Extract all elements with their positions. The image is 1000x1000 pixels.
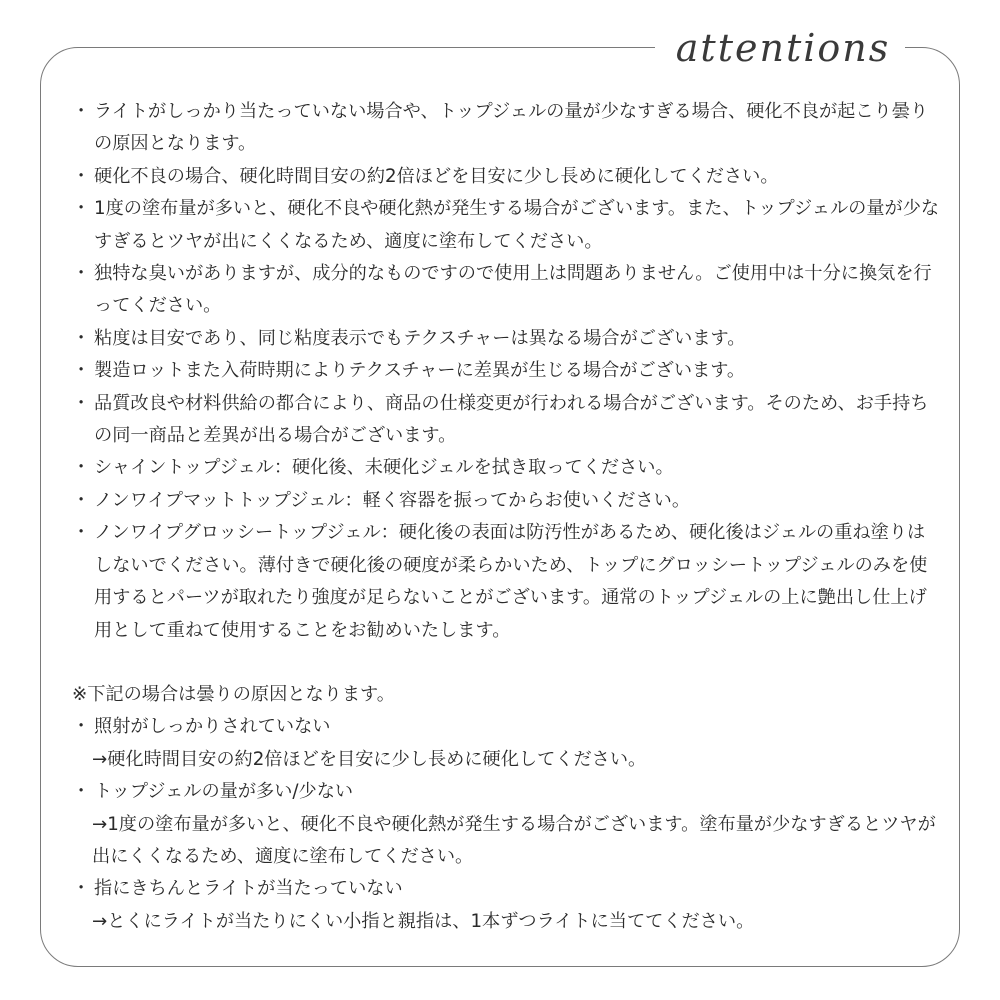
cause-text: 指にきちんとライトが当たっていない	[94, 878, 403, 900]
item-text: 製造ロットまた入荷時期によりテクスチャーに差異が生じる場合がございます。	[94, 360, 746, 382]
bullet: ・	[72, 392, 91, 414]
bullet: ・	[72, 781, 91, 803]
list-item	[72, 517, 942, 647]
remedy-text: →硬化時間目安の約2倍ほどを目安に少し長めに硬化してください。	[92, 748, 647, 770]
item-text: ノンワイプグロッシートップジェル：硬化後の表面は防汚性があるため、硬化後はジェルの重ね塗りはしないでください。薄付きで硬化後の硬度が柔らかいため、トップにグロッシートップジェルのみを使用するとパーツが取れたり強度が足らないことがございます。通常のトップジェルの上に艶出し仕上げ用として重ねて使用することをお勧めいたします。	[94, 522, 928, 641]
cloudiness-note: ※下記の場合は曇りの原因となります。	[72, 683, 395, 705]
list-item	[72, 388, 942, 453]
bullet: ・	[72, 360, 91, 382]
item-text: 硬化不良の場合、硬化時間目安の約2倍ほどを目安に少し長めに硬化してください。	[94, 165, 779, 187]
list-item	[72, 355, 942, 387]
bullet: ・	[72, 522, 91, 544]
list-item	[72, 161, 942, 193]
section-spacer	[72, 647, 942, 679]
bullet: ・	[72, 457, 91, 479]
bullet: ・	[72, 198, 91, 220]
bullet: ・	[72, 327, 91, 349]
bullet: ・	[72, 101, 91, 122]
bullet: ・	[72, 489, 91, 511]
cause-item	[72, 873, 942, 905]
item-text: ノンワイプマットトップジェル：軽く容器を振ってからお使いください。	[94, 489, 691, 511]
cause-item	[72, 776, 942, 808]
bullet: ・	[72, 716, 91, 738]
cause-text: トップジェルの量が多い/少ない	[94, 781, 354, 803]
item-text: ライトがしっかり当たっていない場合や、トップジェルの量が少なすぎる場合、硬化不良が起こり曇りの原因となります。	[94, 101, 929, 155]
list-item	[72, 96, 942, 161]
list-item	[72, 452, 942, 484]
list-item	[72, 323, 942, 355]
item-text: 粘度は目安であり、同じ粘度表示でもテクスチャーは異なる場合がございます。	[94, 327, 746, 349]
attentions-content	[72, 96, 942, 938]
item-text: 品質改良や材料供給の都合により、商品の仕様変更が行われる場合がございます。そのため、お手持ちの同一商品と差異が出る場合がございます。	[94, 392, 929, 447]
bullet: ・	[72, 878, 91, 900]
item-text: シャイントップジェル：硬化後、未硬化ジェルを拭き取ってください。	[94, 457, 674, 479]
cause-item	[72, 711, 942, 743]
remedy-text: →1度の塗布量が多いと、硬化不良や硬化熱が発生する場合がございます。塗布量が少なすぎるとツヤが出にくくなるため、適度に塗布してください。	[92, 813, 936, 867]
attentions-title: attentions	[675, 26, 891, 70]
list-item	[72, 485, 942, 517]
bullet: ・	[72, 165, 91, 187]
bullet: ・	[72, 263, 91, 285]
item-text: 1度の塗布量が多いと、硬化不良や硬化熱が発生する場合がございます。また、トップジェルの量が少なすぎるとツヤが出にくくなるため、適度に塗布してください。	[94, 198, 940, 252]
cause-text: 照射がしっかりされていない	[94, 716, 331, 738]
remedy-text: →とくにライトが当たりにくい小指と親指は、1本ずつライトに当ててください。	[92, 910, 755, 932]
list-item	[72, 193, 942, 258]
list-item	[72, 258, 942, 323]
item-text: 独特な臭いがありますが、成分的なものですので使用上は問題ありません。ご使用中は十分に換気を行ってください。	[94, 263, 932, 317]
